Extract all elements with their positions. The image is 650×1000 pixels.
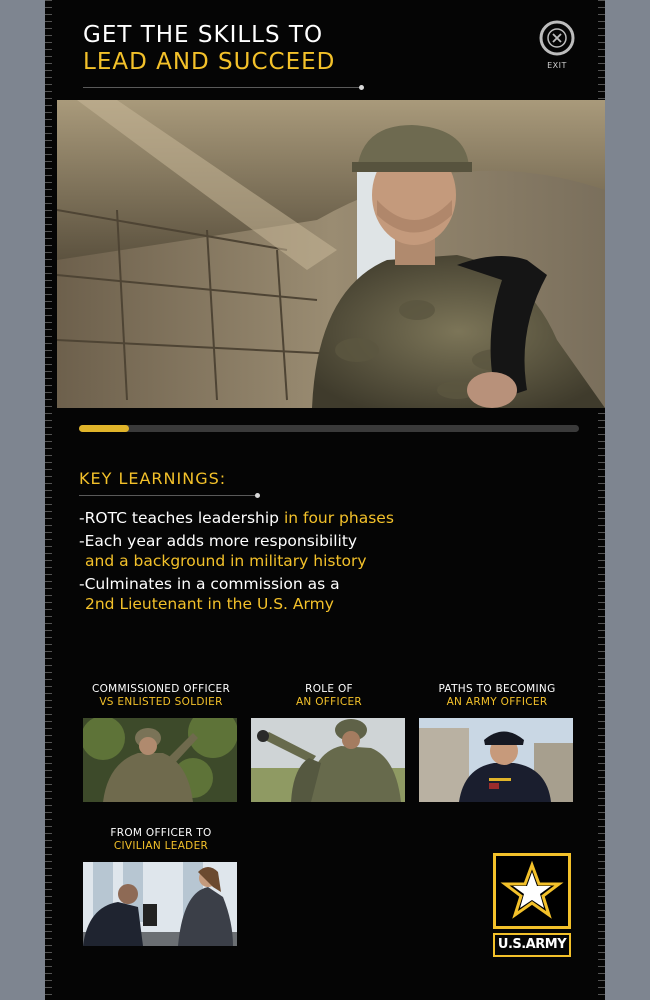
related-video-officer-to-civilian[interactable] [83, 827, 239, 947]
related-video-thumbnail [419, 718, 573, 802]
video-progress-fill [79, 425, 129, 432]
related-video-commissioned-vs-enlisted[interactable] [83, 683, 239, 803]
lesson-panel [45, 0, 605, 1000]
video-player[interactable] [57, 100, 605, 408]
army-logo [493, 853, 573, 963]
ruler-edge-left [45, 0, 57, 1000]
key-learning-text: -Culminates in a commission as a [79, 575, 340, 593]
related-video-paths-to-officer[interactable] [419, 683, 575, 803]
key-learning-item [79, 574, 340, 614]
exit-label: EXIT [547, 61, 567, 70]
hero-video-image [57, 100, 605, 408]
related-video-title: COMMISSIONED OFFICER VS ENLISTED SOLDIER [91, 683, 231, 708]
key-learning-highlight: 2nd Lieutenant in the U.S. Army [85, 595, 334, 613]
key-learning-highlight: and a background in military history [85, 552, 367, 570]
key-learning-text: -ROTC teaches leadership [79, 509, 284, 527]
related-video-thumbnail [83, 718, 237, 802]
related-video-role-of-officer[interactable] [251, 683, 407, 803]
related-video-title: PATHS TO BECOMING AN ARMY OFFICER [438, 683, 556, 708]
key-learnings-heading: KEY LEARNINGS: [79, 469, 227, 488]
army-star-icon [493, 853, 571, 929]
page-title-line1: GET THE SKILLS TO [83, 22, 324, 48]
title-divider [83, 87, 361, 88]
related-video-thumbnail [83, 862, 237, 946]
exit-button[interactable] [535, 20, 579, 72]
key-learning-highlight: in four phases [283, 509, 394, 527]
key-learning-text: -Each year adds more responsibility [79, 532, 358, 550]
video-progress-bar[interactable] [79, 425, 579, 432]
close-circle-icon [539, 20, 575, 56]
related-video-title: FROM OFFICER TO CIVILIAN LEADER [110, 827, 212, 852]
related-video-title: ROLE OF AN OFFICER [295, 683, 363, 708]
page-title-line2: LEAD AND SUCCEED [83, 49, 336, 75]
related-video-thumbnail [251, 718, 405, 802]
key-learning-item [79, 508, 394, 528]
key-learnings-divider [79, 495, 257, 496]
key-learning-item [79, 531, 367, 571]
army-logo-text: U.S.ARMY [493, 933, 571, 957]
